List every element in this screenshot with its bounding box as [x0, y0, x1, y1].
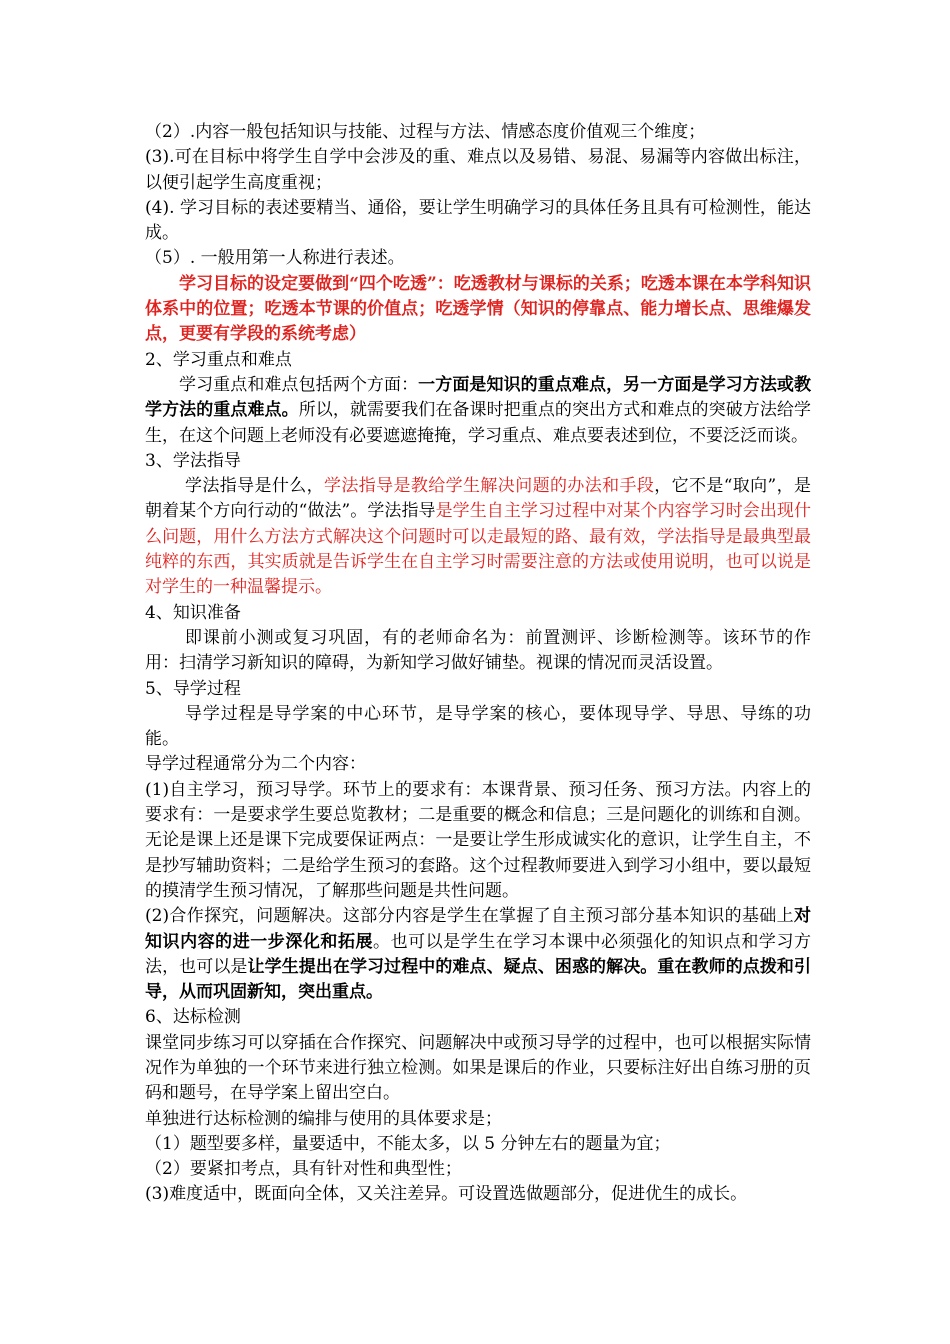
- key-points-rest: 所以，就需要我们在备课时把重点的突出方式和难点的突破方法给学生，在这个问题上老师没有必要遮遮掩掩，学习重点、难点要表述到位，不要泛泛而谈。: [145, 400, 812, 446]
- method-middle: ，它不是“取向”，是朝着某个方向行动的“做法”。学法指导: [145, 476, 812, 522]
- section-heading-key-points: 2、学习重点和难点: [145, 349, 292, 370]
- list-item-difficulty: (3)难度适中，既面向全体，又关注差异。可设置选做题部分，促进优生的成长。: [145, 1184, 748, 1205]
- section-heading-guided-process: 5、导学过程: [145, 678, 241, 699]
- cooperative-bold-2: 让学生提出在学习过程中的难点、疑点、困惑的解决。重在教师的点拨和引导，从而巩固新知，突出重点。: [145, 956, 812, 1003]
- paragraph-expression: (4). 学习目标的表述要精当、通俗，要让学生明确学习的具体任务且具有可检测性，能达成。: [145, 197, 811, 244]
- paragraph-requirements: 单独进行达标检测的编排与使用的具体要求是；: [145, 1108, 502, 1129]
- paragraph-content-dimensions: （2）.内容一般包括知识与技能、过程与方法、情感态度价值观三个维度；: [145, 122, 706, 142]
- key-points-intro: 学习重点和难点包括两个方面：: [179, 374, 419, 395]
- document-body: [145, 120, 811, 1208]
- paragraph-assessment: 课堂同步练习可以穿插在合作探究、问题解决中或预习导学的过程中，也可以根据实际情况作为单独的一个环节来进行独立检测。如果是课后的作业，只要标注好出自练习册的页码和题号，在导学案上留出空白。: [145, 1032, 811, 1104]
- cooperative-bold-1: 对知识内容的进一步深化和拓展: [145, 906, 811, 952]
- paragraph-key-points: [145, 373, 811, 449]
- paragraph-cooperative: [145, 904, 811, 1005]
- list-item-variety: （1）题型要多样，量要适中，不能太多，以 5 分钟左右的题量为宜；: [145, 1133, 671, 1154]
- key-points-bold: 一方面是知识的重点难点，另一方面是学习方法或教学方法的重点难点。: [145, 374, 812, 421]
- paragraph-guided-process: 导学过程是导学案的中心环节，是导学案的核心，要体现导学、导思、导练的功能。: [145, 703, 811, 750]
- cooperative-middle: 。也可以是学生在学习本课中必须强化的知识点和学习方法，也可以是: [145, 931, 812, 977]
- section-heading-assessment: 6、达标检测: [145, 1007, 241, 1028]
- paragraph-knowledge-prep: 即课前小测或复习巩固，有的老师命名为：前置测评、诊断检测等。该环节的作用：扫清学习新知识的障碍，为新知学习做好铺垫。视课的情况而灵活设置。: [145, 627, 811, 674]
- highlight-four-understandings: 学习目标的设定要做到“四个吃透”：吃透教材与课标的关系；吃透本课在本学科知识体系中的位置；吃透本节课的价值点；吃透学情（知识的停靠点、能力增长点、思维爆发点，更要有学段的系统考虑）: [145, 273, 811, 345]
- paragraph-self-study: (1)自主学习，预习导学。环节上的要求有：本课背景、预习任务、预习方法。内容上的要求有：一是要求学生要总览教材；二是重要的概念和信息；三是问题化的训练和自测。无论是课上还是课下完成要保证两点：一是要让学生形成诚实化的意识，让学生自主，不是抄写辅助资料；二是给学生预习的套路。这个过程教师要进入到学习小组中，要以最短的摸清学生预习情况，了解那些问题是共性问题。: [145, 779, 811, 901]
- paragraph-mark-difficulties: (3).可在目标中将学生自学中会涉及的重、难点以及易错、易混、易漏等内容做出标注，以便引起学生高度重视；: [145, 147, 811, 193]
- section-heading-knowledge-prep: 4、知识准备: [145, 602, 241, 623]
- paragraph-first-person: （5）. 一般用第一人称进行表述。: [145, 248, 405, 269]
- method-definition-red: 学法指导是教给学生解决问题的办法和手段: [324, 476, 655, 497]
- paragraph-method-guidance: [145, 474, 811, 600]
- method-explanation-red: 是学生自主学习过程中对某个内容学习时会出现什么问题，用什么方法方式解决这个问题时可以走最短的路、最有效，学法指导是最典型最纯粹的东西，其实质就是告诉学生在自主学习时需要注意的方法或使用说明，也可以说是对学生的一种温馨提示。: [145, 501, 811, 598]
- list-item-exam-points: （2）要紧扣考点，具有针对性和典型性；: [145, 1159, 462, 1180]
- method-intro: 学法指导是什么，: [185, 476, 325, 497]
- cooperative-intro: (2)合作探究，问题解决。这部分内容是学生在掌握了自主预习部分基本知识的基础上: [145, 906, 794, 927]
- section-heading-method-guidance: 3、学法指导: [145, 450, 241, 471]
- paragraph-two-parts: 导学过程通常分为二个内容：: [145, 754, 366, 775]
